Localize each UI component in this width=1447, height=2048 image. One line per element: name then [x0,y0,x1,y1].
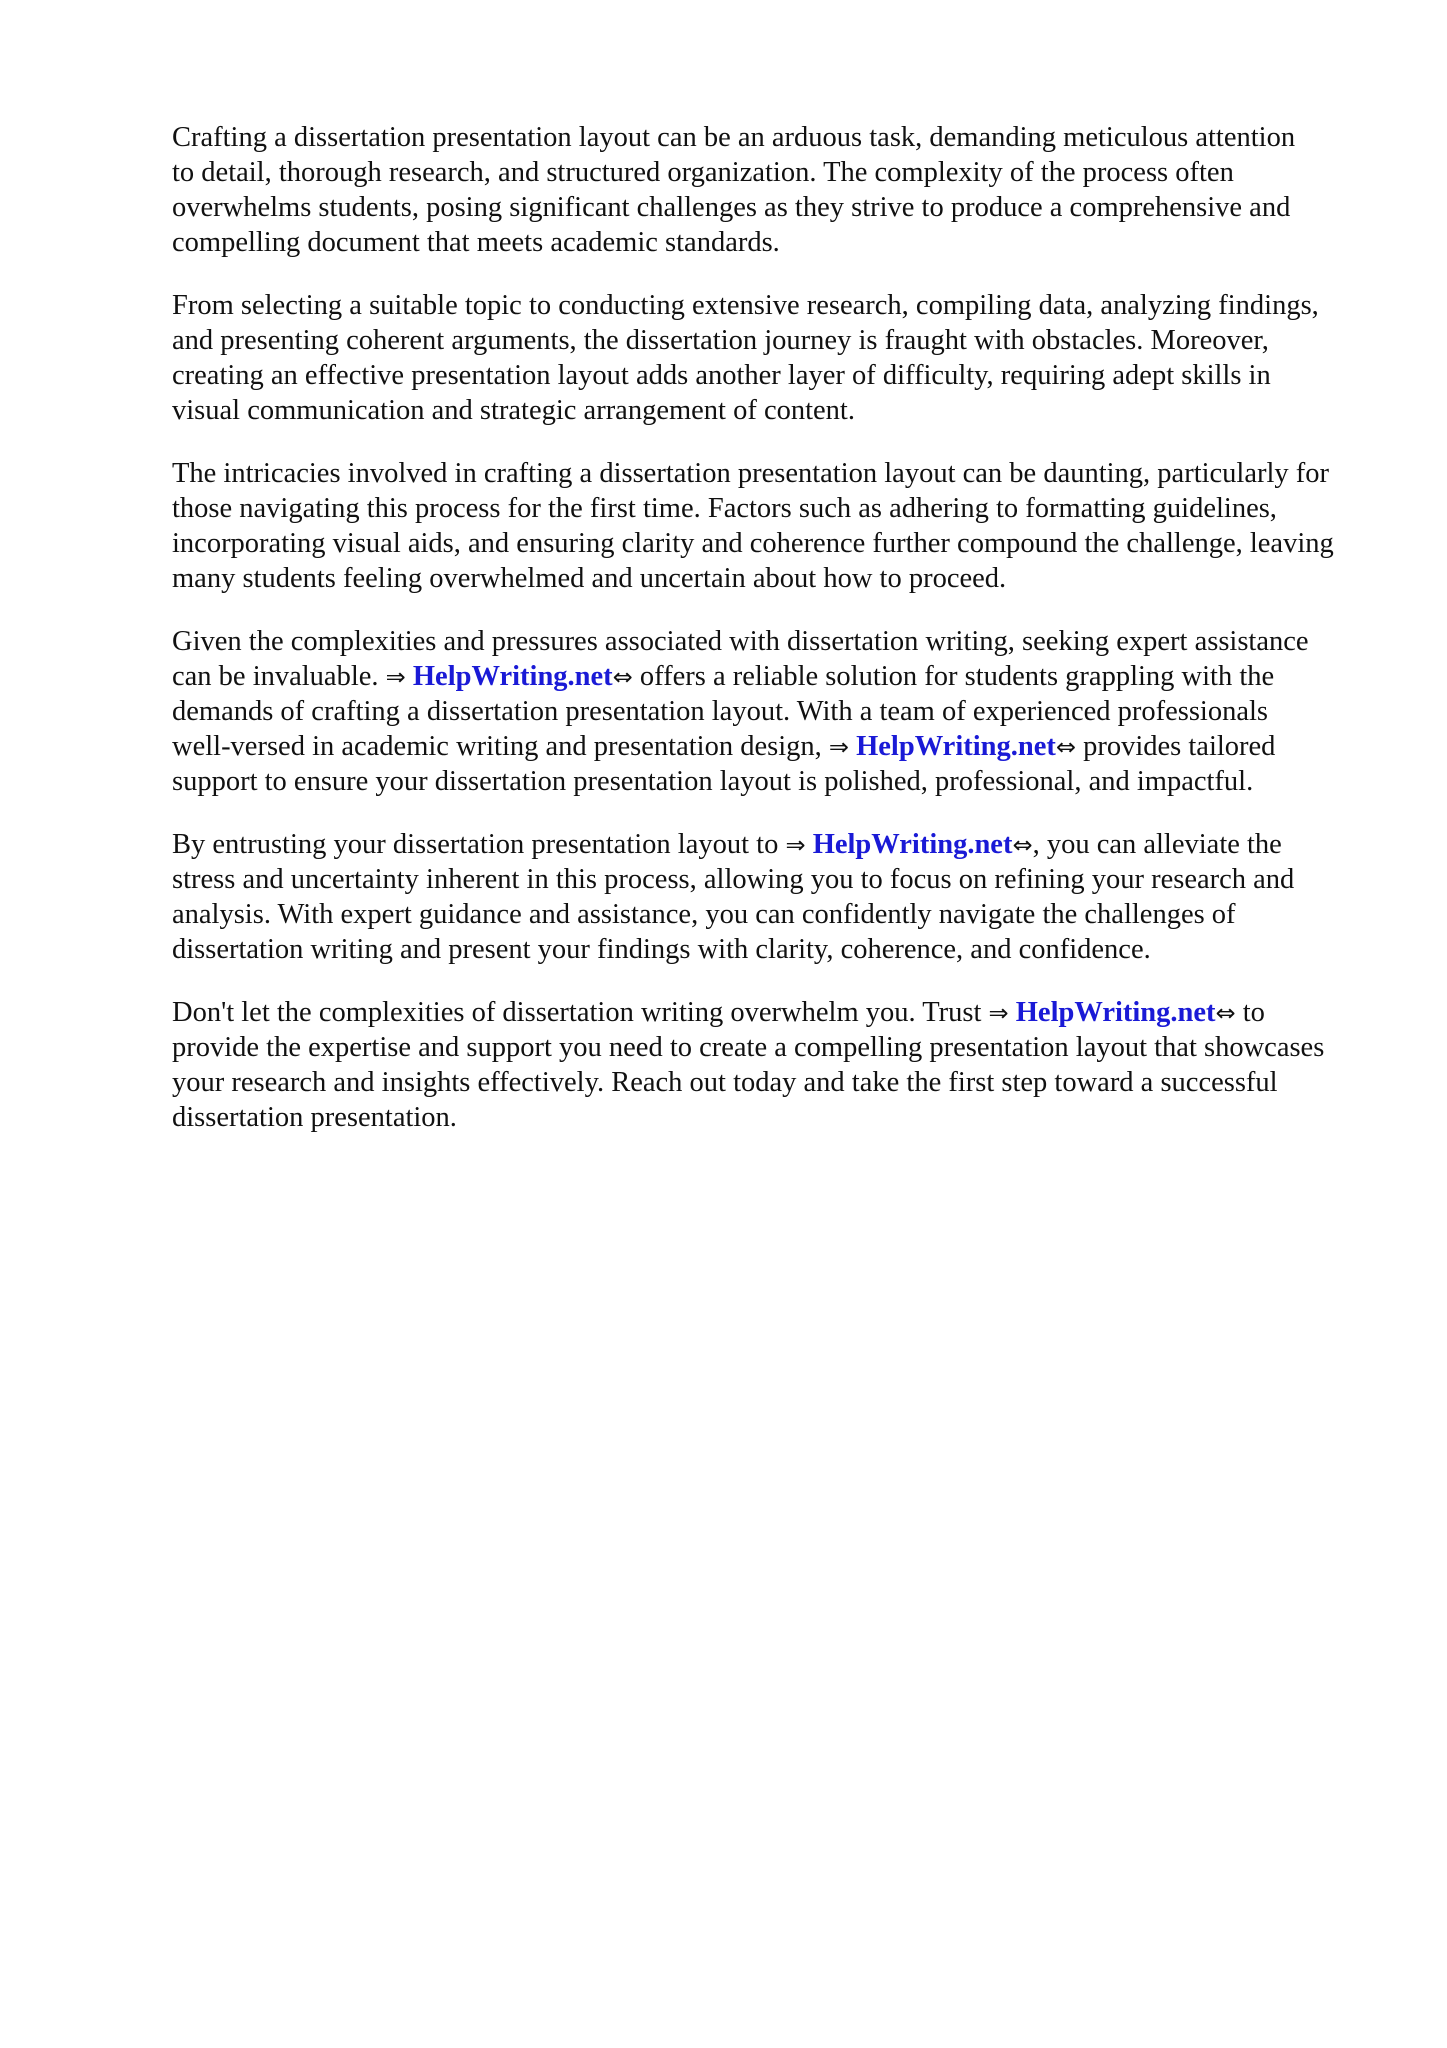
text-segment: those navigating this process for the first time. Factors such as adhering to formatting guidelines, [172,493,1277,524]
text-line [172,624,1334,659]
text-segment [406,661,413,692]
helpwriting-link[interactable]: HelpWriting.net [812,829,1013,860]
text-segment: The intricacies involved in crafting a dissertation presentation layout can be daunting, particularly for [172,458,1330,489]
text-segment [1009,997,1016,1028]
right-double-arrow-icon: ⇒ [988,999,1009,1027]
text-segment: well-versed in academic writing and presentation design, [172,731,829,762]
text-line [172,225,1334,260]
text-line [172,323,1334,358]
paragraph [172,120,1334,260]
text-line [172,659,1334,694]
text-segment: Crafting a dissertation presentation layout can be an arduous task, demanding meticulous attention [172,122,1296,153]
text-line [172,729,1334,764]
left-right-double-arrow-icon: ⇔ [1055,733,1076,761]
text-line [172,897,1334,932]
text-segment: support to ensure your dissertation presentation layout is polished, professional, and impactful. [172,766,1254,797]
text-segment: and presenting coherent arguments, the dissertation journey is fraught with obstacles. Moreover, [172,325,1269,356]
text-segment: provides tailored [1075,731,1276,762]
text-segment: stress and uncertainty inherent in this process, allowing you to focus on refining your research and [172,864,1295,895]
right-double-arrow-icon: ⇒ [785,831,806,859]
text-line [172,288,1334,323]
document-body [172,120,1334,1163]
text-segment: offers a reliable solution for students grappling with the [632,661,1275,692]
text-line [172,526,1334,561]
text-segment [806,829,813,860]
text-line [172,155,1334,190]
text-line [172,358,1334,393]
text-line [172,862,1334,897]
text-segment: , you can alleviate the [1032,829,1282,860]
text-line [172,1100,1334,1135]
text-segment: can be invaluable. [172,661,386,692]
text-line [172,120,1334,155]
text-segment: analysis. With expert guidance and assistance, you can confidently navigate the challenges of [172,899,1236,930]
text-line [172,1065,1334,1100]
text-segment: visual communication and strategic arrangement of content. [172,395,855,426]
text-segment: dissertation writing and present your findings with clarity, coherence, and confidence. [172,934,1151,965]
text-segment: to detail, thorough research, and structured organization. The complexity of the process often [172,157,1234,188]
text-segment: your research and insights effectively. Reach out today and take the first step toward a successful [172,1067,1278,1098]
text-segment: incorporating visual aids, and ensuring clarity and coherence further compound the challenge, leaving [172,528,1334,559]
paragraph [172,995,1334,1135]
text-segment: provide the expertise and support you need to create a compelling presentation layout that showcases [172,1032,1325,1063]
text-line [172,456,1334,491]
helpwriting-link[interactable]: HelpWriting.net [412,661,613,692]
text-segment: Given the complexities and pressures associated with dissertation writing, seeking expert assistance [172,626,1309,657]
paragraph [172,288,1334,428]
text-segment: Don't let the complexities of dissertation writing overwhelm you. Trust [172,997,989,1028]
paragraph [172,456,1334,596]
text-line [172,827,1334,862]
text-line [172,995,1334,1030]
helpwriting-link[interactable]: HelpWriting.net [1015,997,1216,1028]
text-segment: demands of crafting a dissertation presentation layout. With a team of experienced professionals [172,696,1269,727]
text-line [172,694,1334,729]
right-double-arrow-icon: ⇒ [828,733,849,761]
left-right-double-arrow-icon: ⇔ [612,663,633,691]
text-line [172,190,1334,225]
text-segment: From selecting a suitable topic to conducting extensive research, compiling data, analyzing findings, [172,290,1319,321]
text-line [172,491,1334,526]
helpwriting-link[interactable]: HelpWriting.net [856,731,1056,762]
left-right-double-arrow-icon: ⇔ [1012,831,1033,859]
text-segment: By entrusting your dissertation presentation layout to [172,829,786,860]
paragraph [172,827,1334,967]
text-segment: to [1235,997,1265,1028]
text-segment: creating an effective presentation layout adds another layer of difficulty, requiring adept skills in [172,360,1271,391]
text-segment: overwhelms students, posing significant challenges as they strive to produce a comprehensive and [172,192,1291,223]
text-segment: many students feeling overwhelmed and uncertain about how to proceed. [172,563,1007,594]
text-line [172,764,1334,799]
text-line [172,932,1334,967]
text-segment: dissertation presentation. [172,1102,457,1133]
right-double-arrow-icon: ⇒ [385,663,406,691]
text-segment: compelling document that meets academic standards. [172,227,780,258]
text-line [172,1030,1334,1065]
paragraph [172,624,1334,799]
text-line [172,393,1334,428]
text-line [172,561,1334,596]
left-right-double-arrow-icon: ⇔ [1215,999,1236,1027]
